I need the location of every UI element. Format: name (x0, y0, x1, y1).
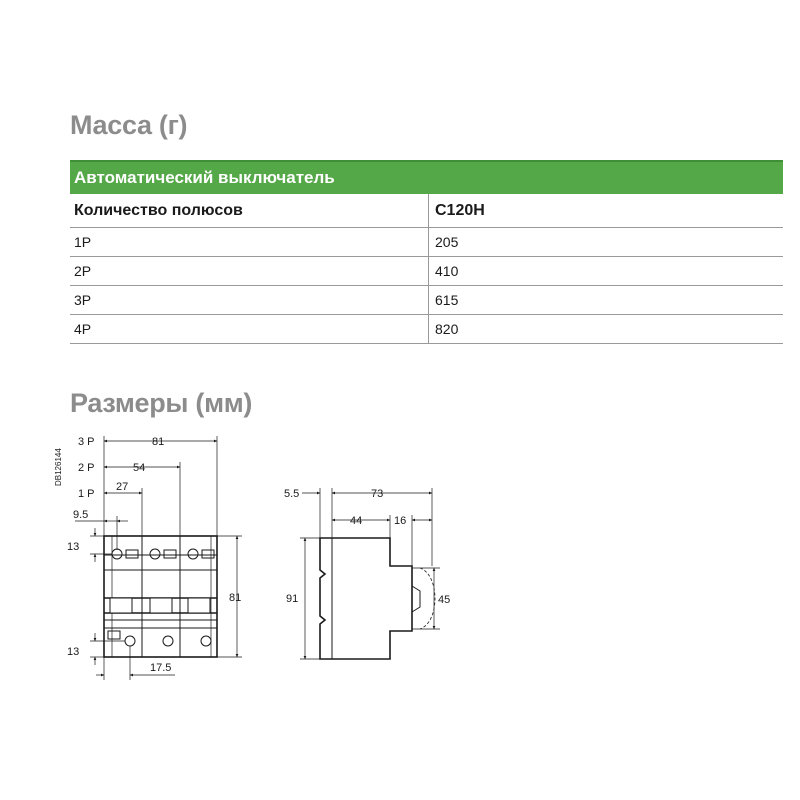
dim-height-81: 81 (229, 592, 242, 604)
dim-45: 45 (438, 594, 451, 606)
dim-5-5: 5.5 (284, 488, 300, 500)
row-mass: 615 (428, 286, 783, 314)
row-mass: 820 (428, 315, 783, 343)
row-poles: 2P (74, 263, 92, 279)
row-mass: 410 (428, 257, 783, 285)
row-poles: 3P (74, 292, 92, 308)
side-view (320, 538, 435, 659)
dim-13-top: 13 (67, 541, 80, 553)
dimensions-section-title: Размеры (мм) (70, 388, 253, 418)
dim-13-bottom: 13 (67, 646, 80, 658)
side-dimensions (300, 488, 440, 659)
column-header-poles: Количество полюсов (74, 201, 243, 219)
dim-9-5: 9.5 (73, 509, 89, 521)
dim-91: 91 (286, 593, 299, 605)
mass-table-header: Автоматический выключатель (70, 160, 783, 194)
dim-16: 16 (394, 515, 407, 527)
column-header-model: C120H (428, 194, 783, 227)
front-view (104, 536, 217, 657)
dim-44: 44 (350, 515, 363, 527)
row-mass: 205 (428, 228, 783, 256)
label-2p: 2 P (78, 462, 95, 474)
mass-section-title: Масса (г) (70, 110, 188, 140)
row-poles: 1P (74, 234, 92, 250)
label-1p: 1 P (78, 488, 95, 500)
dim-17-5: 17.5 (150, 662, 172, 674)
dim-width-27: 27 (116, 481, 129, 493)
dim-width-54: 54 (133, 462, 146, 474)
label-3p: 3 P (78, 436, 95, 448)
dim-width-81: 81 (152, 436, 165, 448)
row-poles: 4P (74, 321, 92, 337)
dim-73: 73 (371, 488, 384, 500)
drawing-code: DB126144 (54, 448, 63, 486)
